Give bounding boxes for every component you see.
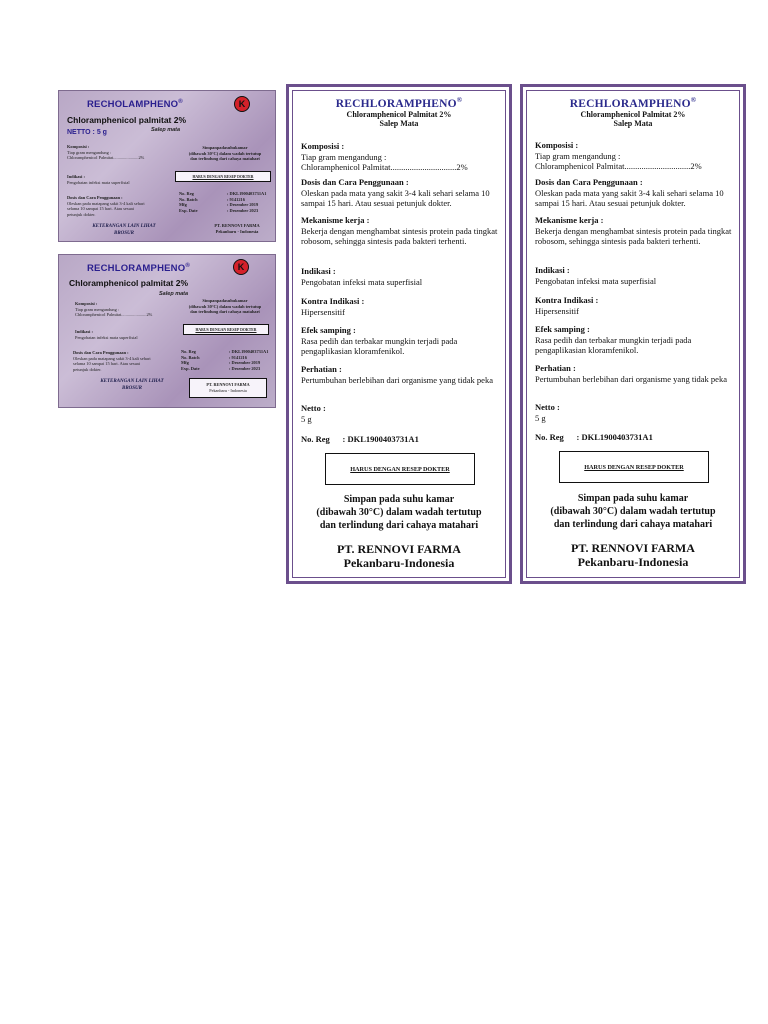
brochure-caution: Perhatian : Pertumbuhan berlebihan dari organisme yang tidak peka [301,364,493,385]
brochure-dosage-form: Salep Mata [613,119,653,128]
label-composition: Komposisi : Tiap gram mengandung : Chloramphenicol Palmitat.......................2% [75,301,153,317]
hard-drug-k-icon: K [233,259,249,275]
label-reg-keys: No. Reg No. Batch Mfg Exp. Date [179,191,198,213]
brochure-caution: Perhatian : Pertumbuhan berlebihan dari organisme yang tidak peka [535,363,727,384]
product-label-1 [58,90,276,242]
brochure-side-effects: Efek samping : Rasa pedih dan terbakar mungkin terjadi pada pengaplikasian kloramfenikol. [301,325,458,357]
brochure-storage: Simpan pada suhu kamar (dibawah 30°C) dalam wadah tertutup dan terlindung dari cahaya matahari [550,493,716,530]
label-manufacturer: PT. RENNOVI FARMA Pekanbaru - Indonesia [214,223,260,234]
label-reg-values: : DKL1900403731A1 : 9141216 : Desember 2019 : Desember 2023 [227,191,267,213]
brochure-composition: Komposisi : Tiap gram mengandung : Chloramphenicol Palmitat...............................2% [301,141,468,173]
label-netto: NETTO : 5 g [67,129,107,136]
label-storage: Simpanpadasuhukamar (dibawah 30°C) dalam wadah tertutup dan terlindung dari cahaya matahari [188,298,262,314]
label-see-brochure: KETERANGAN LAIN LIHAT BROSUR [92,224,156,236]
brochure-panel-1 [286,84,512,584]
label-reg-keys: No. Reg No. Batch Mfg Exp. Date [181,349,200,371]
label-rx-warning: HARUS DENGAN RESEP DOKTER [175,171,271,182]
brochure-rx-warning: HARUS DENGAN RESEP DOKTER [559,451,709,483]
brochure-netto: Netto : 5 g [301,403,326,424]
label-dosage-form: Salep mata [159,291,189,297]
label-product-name: Chloramphenicol palmitat 2% [67,115,187,125]
brochure-mechanism: Mekanisme kerja : Bekerja dengan menghambat sintesis protein pada tingkat robosom, sehingga sintesis pada bakteri terhenti. [535,215,732,247]
brochure-storage: Simpan pada suhu kamar (dibawah 30°C) dalam wadah tertutup dan terlindung dari cahaya matahari [316,494,482,531]
brochure-brand: RECHLORAMPHENO® [335,96,463,110]
brochure-subtitle: Chloramphenicol Palmitat 2% [346,110,452,119]
hard-drug-k-icon: K [234,96,250,112]
label-rx-warning: HARUS DENGAN RESEP DOKTER [183,324,269,335]
product-label-2 [58,254,276,408]
brochure-mechanism: Mekanisme kerja : Bekerja dengan menghambat sintesis protein pada tingkat robosom, sehingga sintesis pada bakteri terhenti. [301,215,498,247]
brochure-reg-number: No. Reg : DKL1900403731A1 [301,434,419,444]
label-storage: Simpanpadasuhukamar (dibawah 30°C) dalam wadah tertutup dan terlindung dari cahaya matahari [188,145,262,161]
brochure-composition: Komposisi : Tiap gram mengandung : Chloramphenicol Palmitat...............................2% [535,140,702,172]
label-indication: Indikasi : Pengobatan infeksi mata superfisial [67,174,130,185]
brochure-reg-number: No. Reg : DKL1900403731A1 [535,432,653,442]
brochure-manufacturer: PT. RENNOVI FARMA Pekanbaru-Indonesia [337,542,461,571]
brochure-dosage: Dosis dan Cara Penggunaan : Oleskan pada mata yang sakit 3-4 kali sehari selama 10 sampai 15 hari. Atau sesuai petunjuk dokter. [535,177,724,209]
brochure-contraindication: Kontra Indikasi : Hipersensitif [535,295,599,316]
label-brand: RECHOLAMPHENO® [87,99,183,111]
label-dosage: Dosis dan Cara Penggunaan : Oleskan pada matapang sakit 3-4 kali sehari selama 10 sampai 15 hari. Atau sesuai petunjuk dokter. [73,350,151,372]
brochure-contraindication: Kontra Indikasi : Hipersensitif [301,296,365,317]
label-indication: Indikasi : Pengobatan infeksi mata superfisial [75,329,138,340]
label-manufacturer: PT. RENNOVI FARMA Pekanbaru - Indonesia [189,378,267,398]
brochure-dosage: Dosis dan Cara Penggunaan : Oleskan pada mata yang sakit 3-4 kali sehari selama 10 sampai 15 hari. Atau sesuai petunjuk dokter. [301,177,490,209]
label-dosage-form: Salep mata [151,127,181,133]
brochure-indication: Indikasi : Pengobatan infeksi mata superfisial [535,265,657,286]
brochure-netto: Netto : 5 g [535,402,560,423]
label-dosage: Dosis dan Cara Penggunaan : Oleskan pada matapang sakit 3-4 kali sehari selama 10 sampai 15 hari. Atau sesuai petunjuk dokter. [67,195,145,217]
label-reg-values: : DKL1900403731A1 : 9141216 : Desember 2019 : Desember 2023 [229,349,269,371]
label-brand: RECHLORAMPHENO® [87,263,190,275]
brochure-brand: RECHLORAMPHENO® [569,96,697,110]
brochure-indication: Indikasi : Pengobatan infeksi mata superfisial [301,266,423,287]
brochure-manufacturer: PT. RENNOVI FARMA Pekanbaru-Indonesia [571,541,695,570]
label-see-brochure: KETERANGAN LAIN LIHAT BROSUR [100,379,164,391]
brochure-dosage-form: Salep Mata [379,119,419,128]
brochure-side-effects: Efek samping : Rasa pedih dan terbakar mungkin terjadi pada pengaplikasian kloramfenikol. [535,324,692,356]
label-product-name: Chloramphenicol palmitat 2% [69,278,189,288]
brochure-subtitle: Chloramphenicol Palmitat 2% [580,110,686,119]
label-composition: Komposisi : Tiap gram mengandung : Chloramphenicol Palmitat.......................2% [67,144,145,160]
brochure-panel-2 [520,84,746,584]
brochure-rx-warning: HARUS DENGAN RESEP DOKTER [325,453,475,485]
